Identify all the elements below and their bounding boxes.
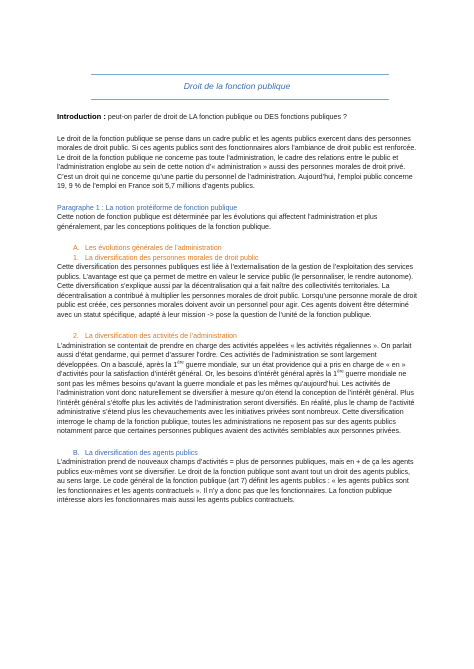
introduction <box>57 112 419 123</box>
paragraph-context: Le droit de la fonction publique se pense dans un cadre public et les agents publics exercent dans des personnes morales de droit public. Si ces agents publics sont des fonctionnaires alors l’ambiance de droit public est renforcée. Le droit de la fonction publique ne concerne pas toute l’administration, le cadre des relations entre le public et l’administration englobe au sein de cette notion d’« administration » aussi des personnes morales de droit privé. C’est un droit qui ne concerne qu’une partie du personnel de l’administration. Aujourd’hui, l’emploi public concerne 19, 9 % de l’emploi en France soit 5,7 millions d’agents publics. <box>57 135 417 190</box>
subsection-2-text-a: L’administration se contentait de prendre en charge des activités appelées « les activités régaliennes ». On parlait aussi d’état gendarme, qui permet d’assurer l’ordre. Ces activités de l’administration se sont largement développées. On a basculé, après la 1 <box>57 342 412 369</box>
document-body <box>57 112 419 506</box>
section-1-body: Cette notion de fonction publique est déterminée par les évolutions qui affectent l’administration et plus généralement, par les conceptions politiques de la fonction publique. <box>57 214 378 231</box>
subsection-number-1: 1. <box>73 254 79 262</box>
section-heading-paragraphe-1: Paragraphe 1 : La notion protéiforme de fonction publique <box>57 204 238 212</box>
subsection-number-2: 2. <box>73 333 79 340</box>
title-rule-top <box>91 74 389 75</box>
subsection-heading-1 <box>57 254 419 264</box>
subsection-1-body-1: Cette diversification des personnes publiques est liée à l’externalisation de la gestion de l’exploitation des services publics. L’avantage est que ça permet de mettre en valeur le service public (le personnaliser, le rendre autonome). <box>57 264 414 281</box>
subsection-heading-2 <box>57 332 419 342</box>
subsection-letter-a: A. <box>73 245 80 252</box>
subsection-2-text-b: guerre mondiale, sur un état providence qui a pris en charge de « en » d’activités pour la satisfaction d’intérêt général. Or, les besoins d’intérêt général après la 1 <box>57 361 406 378</box>
ordinal-superscript-2: ère <box>337 368 344 374</box>
subsection-2-text-c: guerre mondiale ne sont pas les mêmes besoins qu’avant la guerre mondiale et pas les mêmes qu’aujourd’hui. Les activités de l’administration vont donc naturellement se diversifier à mesure qu’on étend la conception de l’intérêt général. Plus l’intérêt général s’étoffe plus les activités de l’administration seront diversifiés. En réalité, plus le champ de l’activité administrative s’étend plus les chevauchements avec les initiatives privées sont nombreux. Cette diversification interroge le champ de la fonction publique, toutes les administrations ne reposent pas sur des agents publics notamment parce que certaines personnes publiques avaient des activités semblables aux personnes privées. <box>57 371 415 435</box>
subsection-2-body <box>57 342 419 437</box>
title-rule-bottom <box>91 99 389 100</box>
subsection-heading-b <box>57 449 419 459</box>
subsection-heading-a <box>57 244 419 254</box>
subsection-title-1: La diversification des personnes morales de droit public <box>85 254 259 262</box>
document-title: Droit de la fonction publique <box>183 81 291 91</box>
introduction-question: peut-on parler de droit de LA fonction publique ou DES fonctions publiques ? <box>105 114 347 121</box>
introduction-label: Introduction : <box>57 112 106 121</box>
subsection-title-2: La diversification des activités de l’administration <box>85 333 237 340</box>
subsection-title-b: La diversification des agents publics <box>85 449 198 457</box>
subsection-letter-b: B. <box>73 449 80 457</box>
subsection-1-body-2: Cette diversification s’explique aussi par la décentralisation qui a fait naître des collectivités territoriales. La décentralisation a contribué à multiplier les personnes morales de droit public. Lorsqu’une personne morale de droit public est créée, ces personnes morales doivent avoir un personnel pour agir. Ces agents doivent être déterminé avec un statut spécifique, adapté à leur mission -> pose la question de l’unité de la fonction publique. <box>57 283 417 319</box>
subsection-b-body: L’administration prend de nouveaux champs d’activités = plus de personnes publiques, mais en + de ça les agents publics eux-mêmes vont se diversifier. Le droit de la fonction publique sont avant tout un droit des agents publics, au sens large. Le code général de la fonction publique (art 7) définit les agents publics : « les agents publics sont les fonctionnaires et les agents contractuels ». Il n’y a donc pas que les fonctionnaires. La fonction publique intéresse alors les fonctionnaires mais aussi les agents publics contractuels. <box>57 459 414 504</box>
subsection-title-a: Les évolutions générales de l’administration <box>85 245 222 252</box>
ordinal-superscript-1: ère <box>177 359 184 365</box>
